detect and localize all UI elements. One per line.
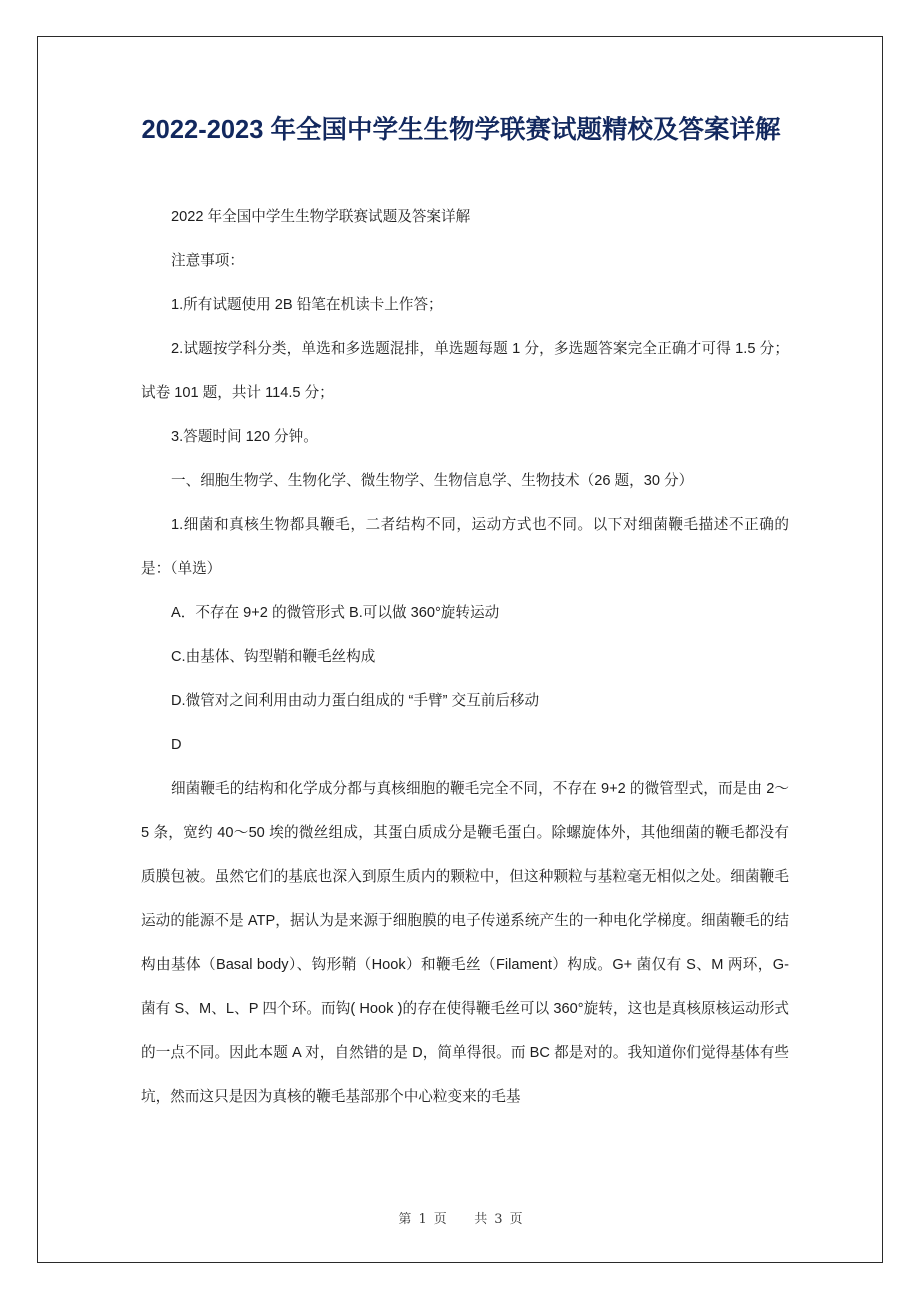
page-content-area xyxy=(38,37,882,1262)
paragraph-option-d: D.微管对之间利用由动力蛋白组成的 “手臂” 交互前后移动 xyxy=(171,693,540,709)
paragraph-subtitle: 2022 年全国中学生生物学联赛试题及答案详解 xyxy=(171,209,471,225)
footer-current-number: 1 xyxy=(418,1212,428,1227)
paragraph-note-1: 1.所有试题使用 2B 铅笔在机读卡上作答； xyxy=(171,297,443,313)
document-body xyxy=(141,195,789,1119)
paragraph-note-2: 2.试题按学科分类，单选和多选题混排，单选题每题 1 分，多选题答案完全正确才可得 1.5 分；试卷 101 题，共计 114.5 分； xyxy=(141,341,789,401)
paragraph-option-ab: A．不存在 9+2 的微管形式 B.可以做 360°旋转运动 xyxy=(171,605,500,621)
document-page xyxy=(37,36,883,1263)
paragraph-notes-heading: 注意事项： xyxy=(171,253,244,269)
footer-total-suffix: 页 xyxy=(509,1212,524,1227)
page-footer xyxy=(38,1208,884,1227)
footer-total-prefix: 共 xyxy=(474,1212,489,1227)
paragraph-question-1: 1.细菌和真核生物都具鞭毛，二者结构不同，运动方式也不同。以下对细菌鞭毛描述不正确的是：（单选） xyxy=(141,517,789,577)
paragraph-explanation: 细菌鞭毛的结构和化学成分都与真核细胞的鞭毛完全不同，不存在 9+2 的微管型式，而是由 2～5 条，宽约 40～50 埃的微丝组成，其蛋白质成分是鞭毛蛋白。除螺旋体外，其他细菌的鞭毛都没有质膜包被。虽然它们的基底也深入到原生质内的颗粒中，但这种颗粒与基粒毫无相似之处。细菌鞭毛运动的能源不是 ATP，据认为是来源于细胞膜的电子传递系统产生的一种电化学梯度。细菌鞭毛的结构由基体（Basal body）、钩形鞘（Hook）和鞭毛丝（Filament）构成。G+ 菌仅有 S、M 两环，G-菌有 S、M、L、P 四个环。而钩( Hook )的存在使得鞭毛丝可以 360°旋转，这也是真核原核运动形式的一点不同。因此本题 A 对，自然错的是 D，简单得很。而 BC 都是对的。我知道你们觉得基体有些坑，然而这只是因为真核的鞭毛基部那个中心粒变来的毛基 xyxy=(141,781,789,1105)
page-title: 2022-2023 年全国中学生生物学联赛试题精校及答案详解 xyxy=(141,116,781,144)
paragraph-section-heading-1: 一、细胞生物学、生物化学、微生物学、生物信息学、生物技术（26 题，30 分） xyxy=(171,473,694,489)
paragraph-note-3: 3.答题时间 120 分钟。 xyxy=(171,429,318,445)
footer-current-suffix: 页 xyxy=(433,1212,448,1227)
paragraph-answer: D xyxy=(171,737,182,753)
paragraph-option-c: C.由基体、钩型鞘和鞭毛丝构成 xyxy=(171,649,376,665)
footer-total-number: 3 xyxy=(494,1212,504,1227)
footer-current-prefix: 第 xyxy=(398,1212,413,1227)
